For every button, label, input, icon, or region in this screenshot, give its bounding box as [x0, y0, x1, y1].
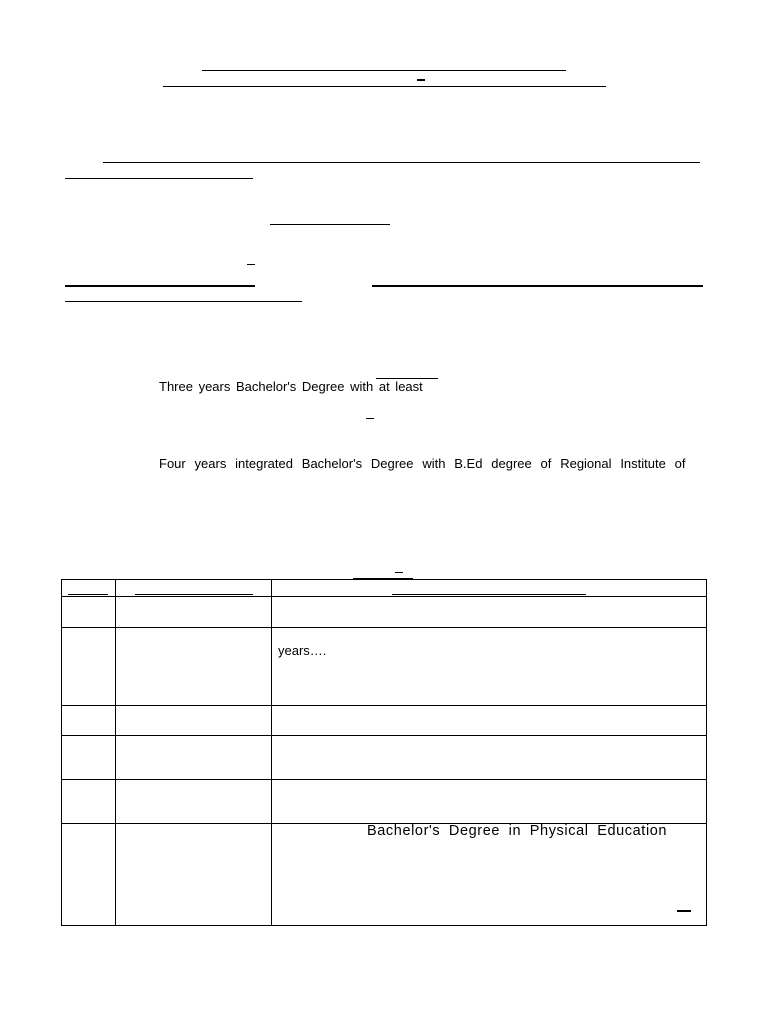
table-row-divider-4: [62, 735, 706, 736]
header-underline-col-2: [135, 594, 253, 595]
section-rule-1: [270, 224, 390, 225]
table-col-divider-2: [271, 580, 272, 925]
paragraph-rule-1: [103, 162, 700, 163]
section-rule-3: [372, 285, 703, 287]
section-dash-1: [247, 264, 255, 265]
section-rule-4: [65, 301, 302, 302]
table-row-2-text: years….: [278, 643, 327, 658]
qualification-line-1: Three years Bachelor's Degree with at least: [159, 379, 423, 394]
table-caption-dash: [395, 572, 403, 573]
paragraph-rule-2: [65, 178, 253, 179]
header-rule-1: [202, 70, 566, 71]
table-row-divider-5: [62, 779, 706, 780]
header-underline-col-1: [68, 594, 108, 595]
table-col-divider-1: [115, 580, 116, 925]
table-row-divider-1: [62, 596, 706, 597]
table-row-6-text: Bachelor's Degree in Physical Education: [367, 823, 668, 839]
table-row-divider-2: [62, 627, 706, 628]
table-row-6-dash: [677, 910, 691, 912]
header-rule-2: [163, 86, 606, 87]
section-rule-2: [65, 285, 255, 287]
header-underline-col-3: [392, 594, 586, 595]
qualification-dash: [366, 418, 374, 419]
header-dash-1: [417, 79, 425, 81]
table-row-divider-3: [62, 705, 706, 706]
qualification-line-2: Four years integrated Bachelor's Degree with B.Ed degree of Regional Institute of: [159, 456, 686, 471]
requirements-table: [61, 579, 707, 926]
